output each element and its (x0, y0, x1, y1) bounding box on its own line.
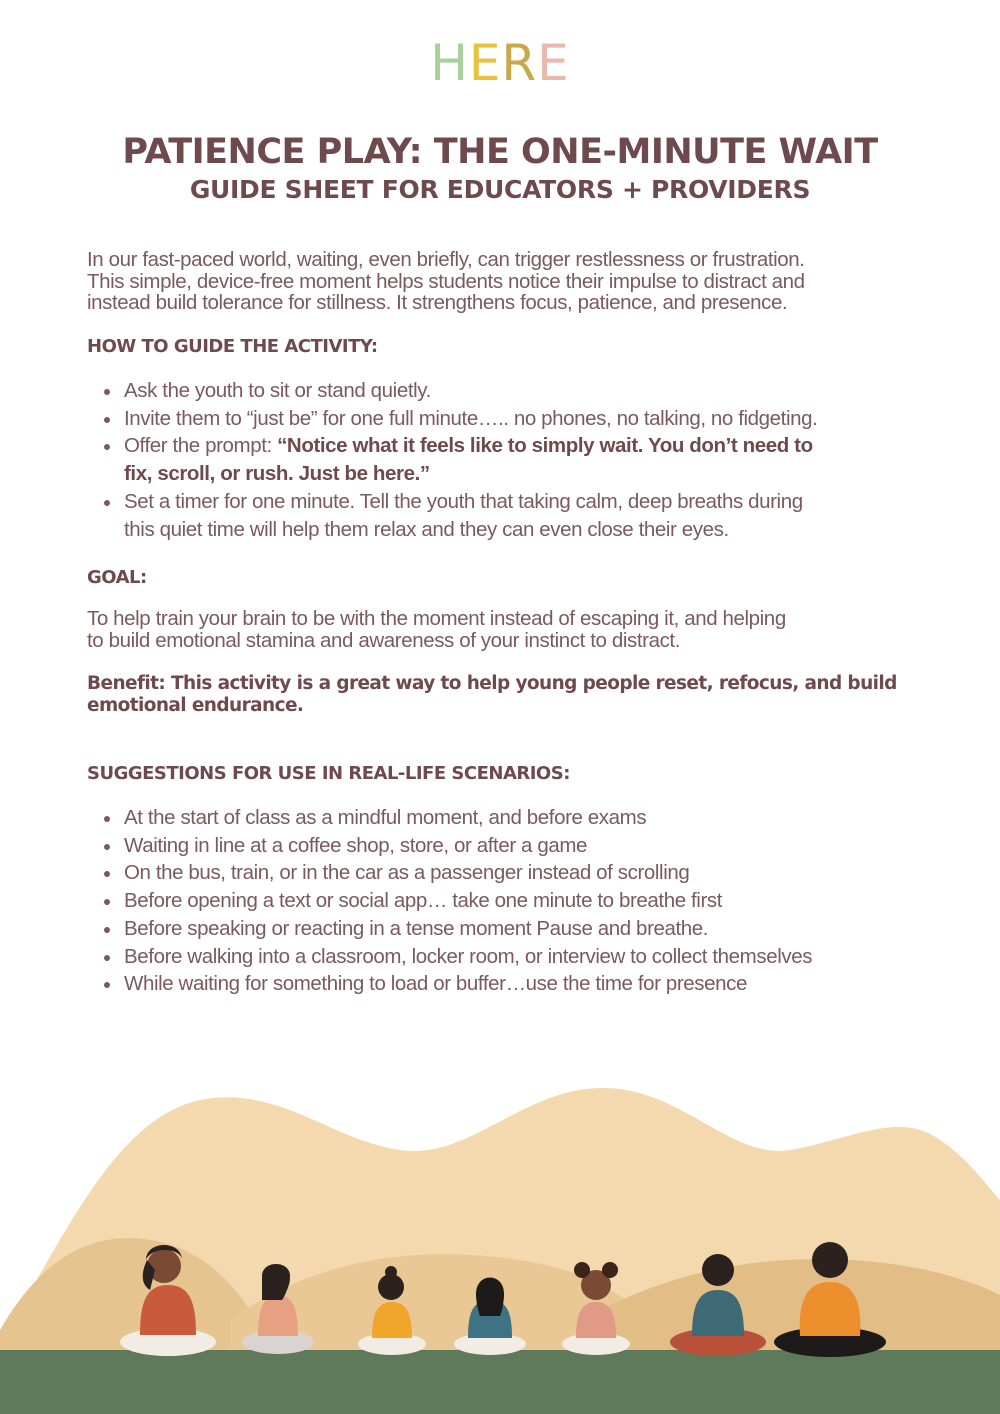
list-item: Before speaking or reacting in a tense moment Pause and breathe. (124, 915, 917, 943)
goal-paragraph (87, 608, 917, 651)
intro-paragraph (87, 249, 917, 314)
guide-list (87, 377, 917, 543)
list-item: At the start of class as a mindful moment, and before exams (124, 804, 917, 832)
guide-heading-wrap (87, 336, 917, 357)
guide-heading: HOW TO GUIDE THE ACTIVITY: (87, 336, 378, 357)
suggestions-heading-wrap (87, 763, 917, 784)
goal-line: To help train your brain to be with the moment instead of escaping it, and helping (87, 607, 786, 630)
prompt-quote-2: fix, scroll, or rush. Just be here.” (124, 462, 430, 486)
logo-letter-r: R (501, 34, 538, 92)
timer-line-1: Set a timer for one minute. Tell the youth that taking calm, deep breaths during (124, 489, 803, 513)
list-item-timer (124, 488, 917, 543)
timer-line-2: this quiet time will help them relax and they can even close their eyes. (124, 517, 729, 541)
suggestions-list-wrap (87, 804, 917, 998)
suggestions-heading: SUGGESTIONS FOR USE IN REAL-LIFE SCENARIOS: (87, 763, 570, 784)
list-item: Waiting in line at a coffee shop, store, or after a game (124, 832, 917, 860)
prompt-lead: Offer the prompt: (124, 434, 278, 458)
here-logo (0, 34, 1000, 92)
logo-letter-e: E (468, 34, 502, 92)
grass-ground (0, 1350, 1000, 1414)
goal-heading-wrap (87, 567, 917, 588)
intro-line: In our fast-paced world, waiting, even briefly, can trigger restlessness or frustration. (87, 248, 805, 271)
logo-letter-h: H (430, 34, 469, 92)
page-title: PATIENCE PLAY: THE ONE-MINUTE WAIT (122, 132, 878, 172)
list-item: Ask the youth to sit or stand quietly. (124, 377, 917, 405)
list-item: While waiting for something to load or buffer…use the time for presence (124, 970, 917, 998)
intro-line: instead build tolerance for stillness. It strengthens focus, patience, and presence. (87, 291, 788, 314)
list-item: Before walking into a classroom, locker room, or interview to collect themselves (124, 943, 917, 971)
guide-list-wrap (87, 377, 917, 543)
goal-heading: GOAL: (87, 567, 147, 588)
benefit-block (87, 673, 917, 717)
meditation-illustration (0, 1080, 1000, 1414)
goal-line: to build emotional stamina and awareness of your instinct to distract. (87, 628, 681, 652)
benefit-line: emotional endurance. (87, 695, 304, 716)
page-subtitle: GUIDE SHEET FOR EDUCATORS + PROVIDERS (189, 175, 811, 204)
list-item: Before opening a text or social app… take one minute to breathe first (124, 887, 917, 915)
suggestions-list (87, 804, 917, 998)
intro-line: This simple, device-free moment helps students notice their impulse to distract and (87, 269, 805, 293)
list-item: On the bus, train, or in the car as a passenger instead of scrolling (124, 859, 917, 887)
list-item-prompt (124, 432, 917, 487)
benefit-line: Benefit: This activity is a great way to help young people reset, refocus, and build (87, 673, 897, 694)
logo-letter-e2: E (537, 34, 570, 92)
list-item: Invite them to “just be” for one full minute….. no phones, no talking, no fidgeting. (124, 405, 917, 433)
prompt-quote-1: “Notice what it feels like to simply wait. You don’t need to (277, 434, 813, 458)
